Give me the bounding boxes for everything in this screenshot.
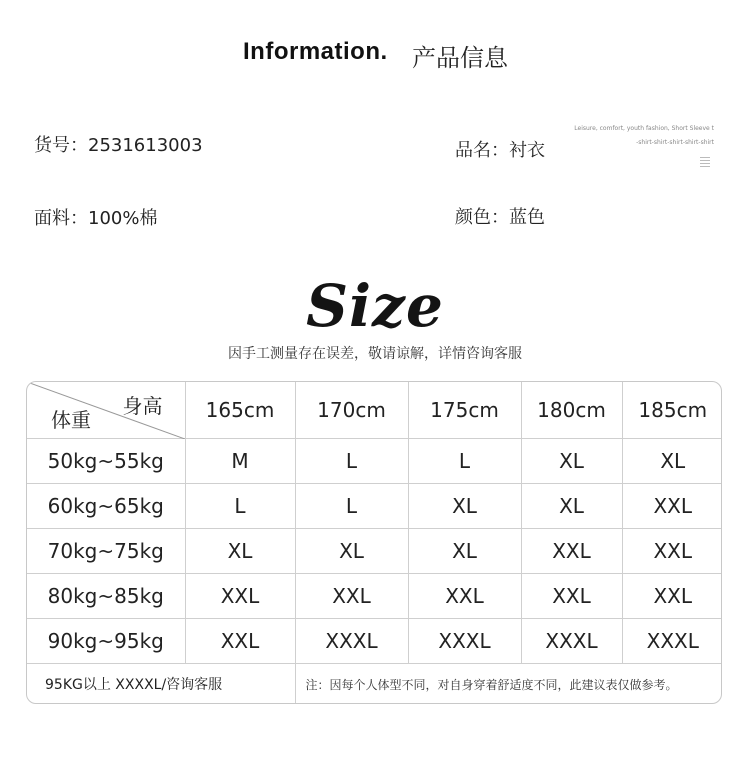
height-header: 170cm: [295, 382, 408, 439]
product-name-label: 品名：: [455, 140, 509, 161]
weight-cell: 90kg~95kg: [27, 619, 185, 664]
size-cell: L: [408, 439, 521, 484]
size-cell: XXXL: [408, 619, 521, 664]
weight-cell: 60kg~65kg: [27, 484, 185, 529]
size-cell: XL: [521, 484, 622, 529]
size-cell: XXL: [622, 484, 722, 529]
size-cell: XL: [408, 529, 521, 574]
item-number-label: 货号：: [34, 135, 88, 156]
size-cell: XL: [295, 529, 408, 574]
size-cell: XXL: [622, 574, 722, 619]
table-header-row: [27, 382, 722, 439]
fabric-label: 面料：: [34, 208, 88, 229]
size-cell: XXL: [408, 574, 521, 619]
size-cell: XXXL: [521, 619, 622, 664]
size-cell: XXL: [295, 574, 408, 619]
height-axis-label: 身高: [122, 394, 163, 418]
tagline-line-1: Leisure, comfort, youth fashion, Short Sleeve t: [574, 125, 714, 132]
table-row: [27, 439, 722, 484]
tagline-line-2: -shirt-shirt-shirt-shirt-shirt: [636, 139, 714, 146]
table-row: [27, 574, 722, 619]
size-heading: Size: [306, 272, 444, 340]
fabric-value: 100%棉: [88, 208, 158, 229]
table-row: [27, 484, 722, 529]
table-footer-row: [27, 664, 722, 705]
product-name-row: [455, 136, 545, 162]
item-number-value: 2531613003: [88, 135, 203, 156]
weight-cell: 80kg~85kg: [27, 574, 185, 619]
height-header: 165cm: [185, 382, 295, 439]
size-cell: XXXL: [295, 619, 408, 664]
size-cell: L: [185, 484, 295, 529]
size-cell: L: [295, 484, 408, 529]
info-title-cn: 产品信息: [412, 44, 508, 72]
height-header: 185cm: [622, 382, 722, 439]
size-cell: XXL: [521, 529, 622, 574]
color-label: 颜色：: [455, 207, 509, 228]
product-name-value: 衬衣: [509, 140, 545, 161]
size-cell: XXL: [521, 574, 622, 619]
height-header: 180cm: [521, 382, 622, 439]
info-title-en: Information.: [243, 38, 388, 65]
footer-oversize-note: 95KG以上 XXXXL/咨询客服: [27, 664, 295, 705]
weight-cell: 70kg~75kg: [27, 529, 185, 574]
size-cell: XL: [622, 439, 722, 484]
menu-lines-icon: [700, 155, 710, 169]
table-corner-cell: [27, 382, 185, 439]
table-row: [27, 529, 722, 574]
fabric-row: [34, 204, 157, 230]
height-header: 175cm: [408, 382, 521, 439]
weight-cell: 50kg~55kg: [27, 439, 185, 484]
footer-disclaimer: 注：因每个人体型不同，对自身穿着舒适度不同，此建议表仅做参考。: [305, 677, 678, 692]
tagline: [574, 122, 714, 150]
size-subtitle: 因手工测量存在误差，敬请谅解，详情咨询客服: [228, 346, 522, 362]
size-cell: XXL: [185, 574, 295, 619]
size-cell: XL: [408, 484, 521, 529]
weight-axis-label: 体重: [51, 408, 91, 432]
table-row: [27, 619, 722, 664]
item-number-row: [34, 131, 203, 157]
size-table: [26, 381, 722, 704]
color-value: 蓝色: [509, 207, 545, 228]
size-cell: XXXL: [622, 619, 722, 664]
size-cell: XL: [185, 529, 295, 574]
size-cell: XXL: [622, 529, 722, 574]
color-row: [455, 203, 545, 229]
size-cell: XL: [521, 439, 622, 484]
size-cell: XXL: [185, 619, 295, 664]
size-cell: M: [185, 439, 295, 484]
size-cell: L: [295, 439, 408, 484]
